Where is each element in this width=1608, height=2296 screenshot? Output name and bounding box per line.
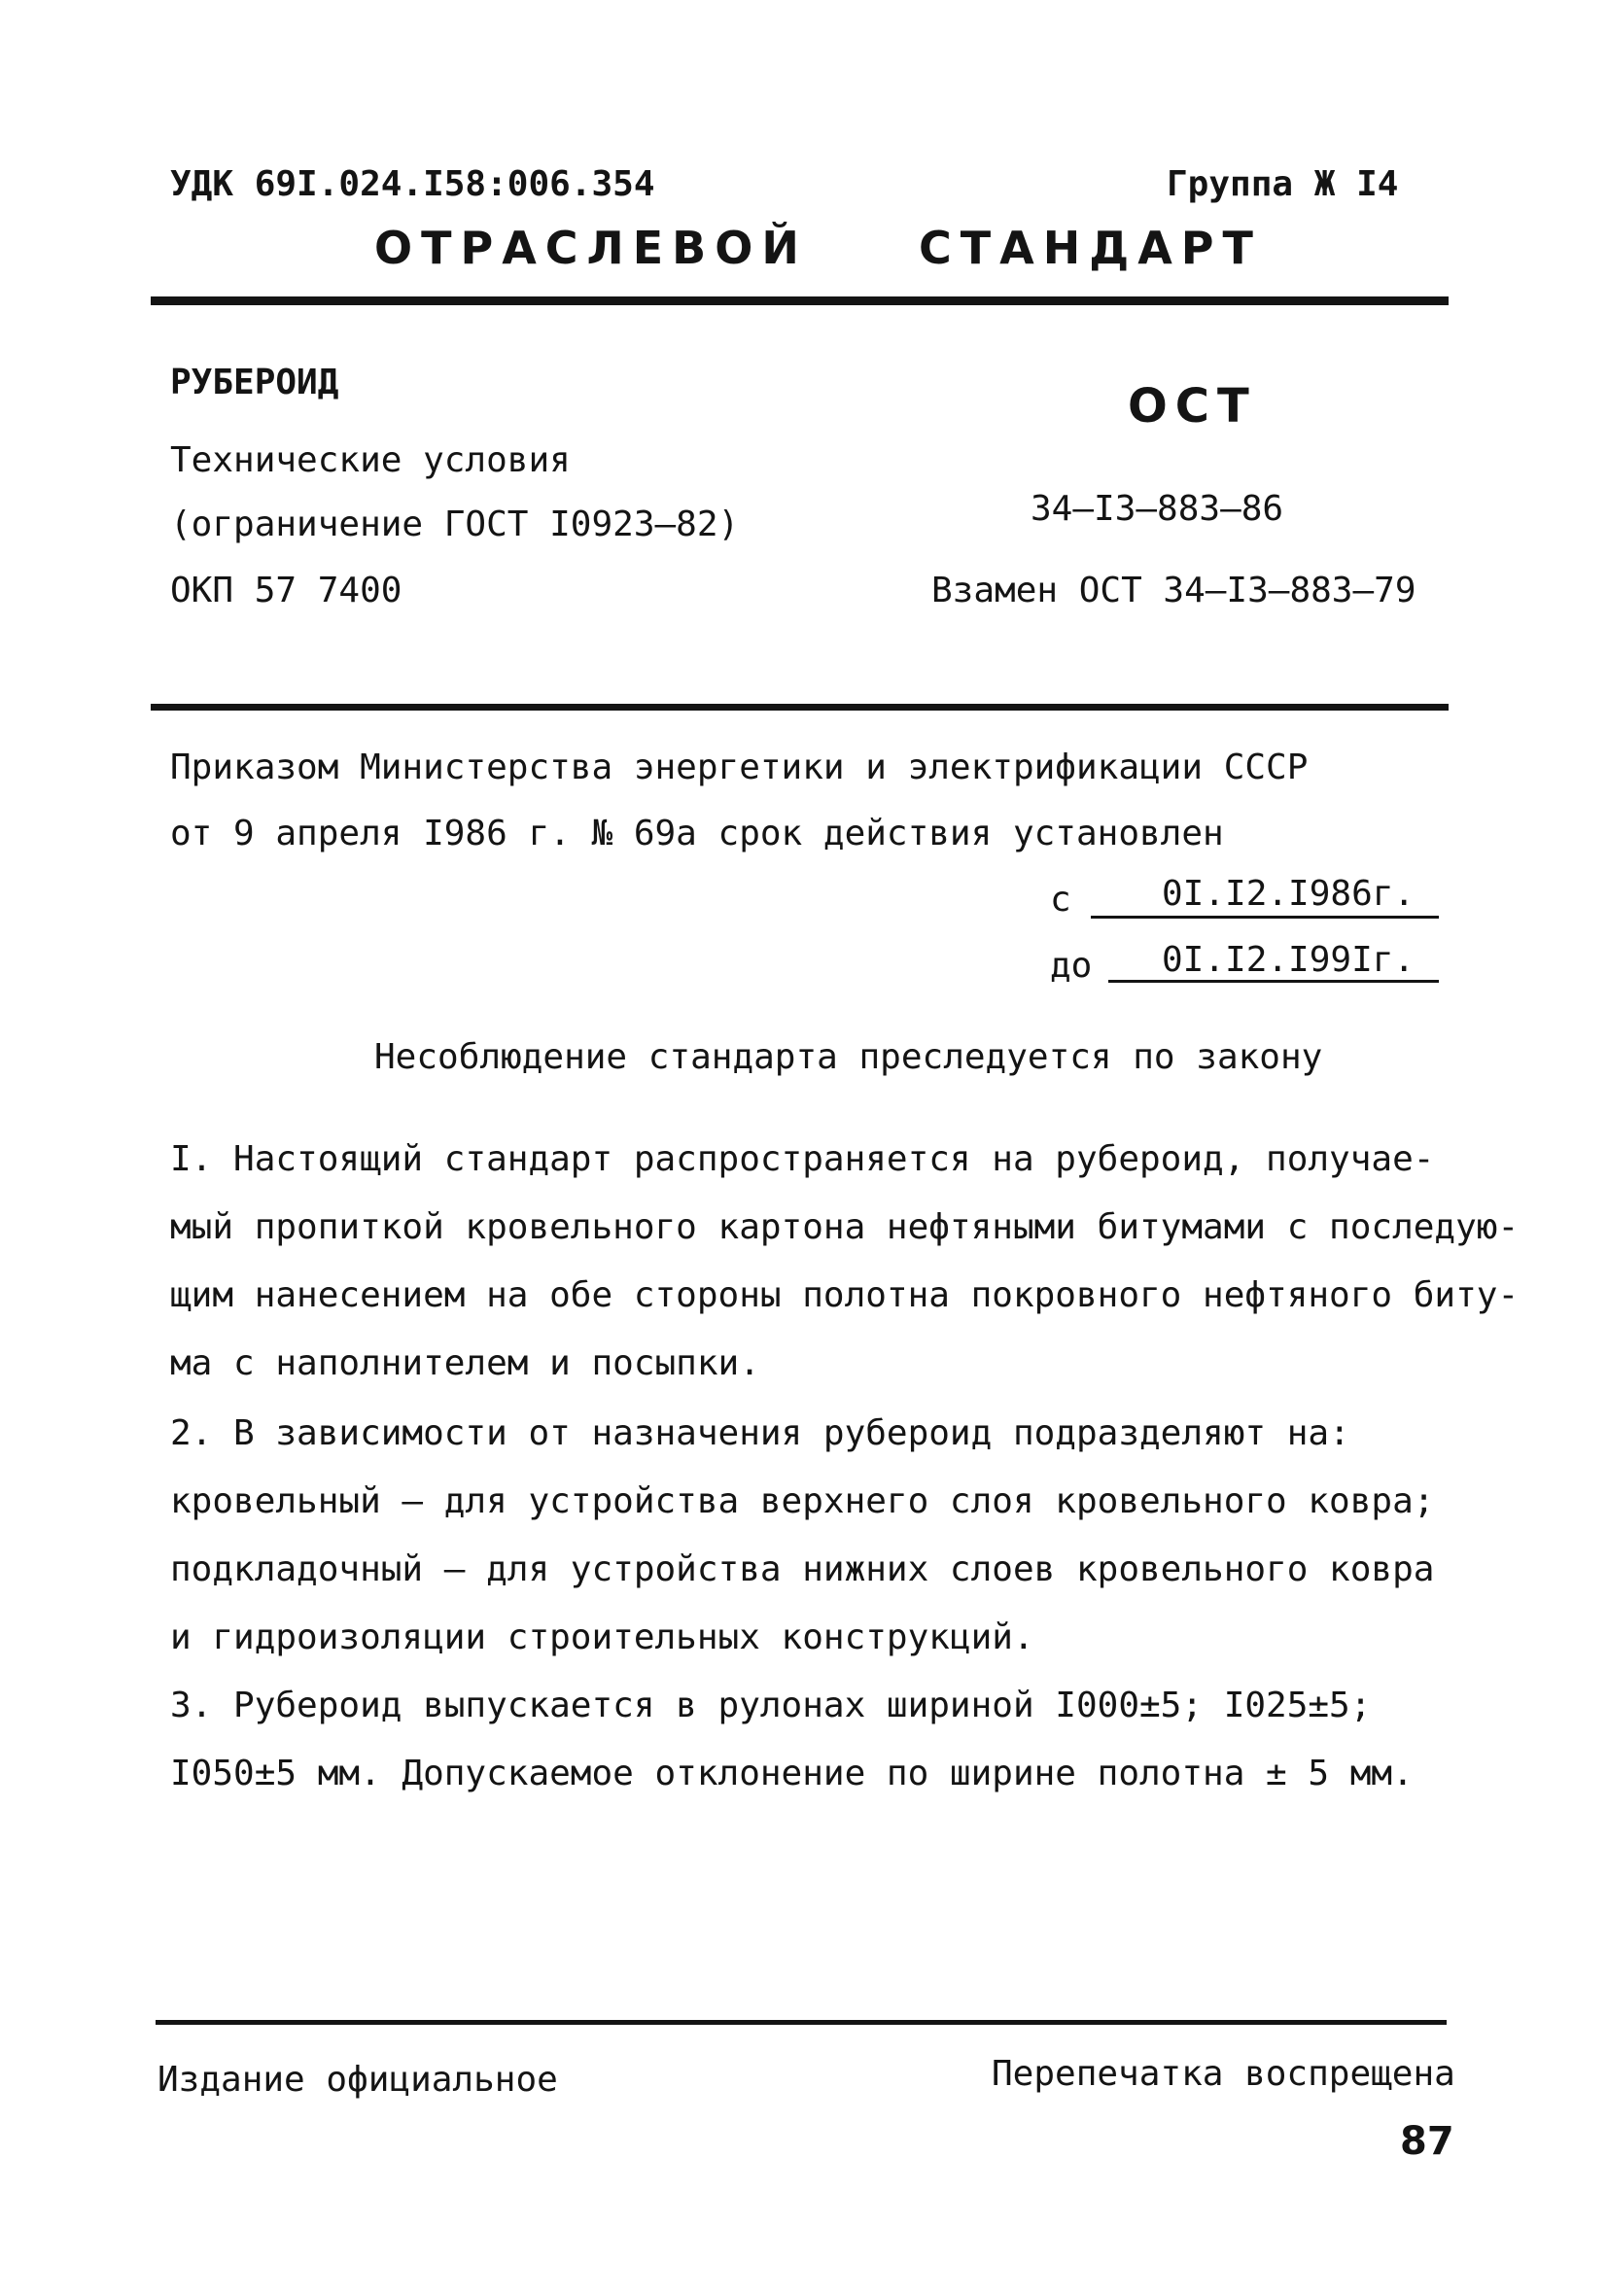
validity-from-underline (1091, 916, 1439, 919)
paragraph-2-line: и гидроизоляции строительных конструкций. (170, 1618, 1034, 1657)
group-code: Группа Ж I4 (1167, 164, 1399, 204)
paragraph-1 (170, 1126, 1519, 1398)
section-rule (151, 704, 1449, 711)
paragraph-2-line: кровельный – для устройства верхнего слоя кровельного ковра; (170, 1481, 1435, 1521)
okp-code: ОКП 57 7400 (170, 571, 402, 610)
edition-note: Издание официальное (157, 2060, 558, 2100)
title-left: ОТРАСЛЕВОЙ (374, 222, 808, 274)
document-subtitle: Технические условия (170, 440, 571, 480)
validity-to-underline (1108, 980, 1439, 983)
page-number: 87 (1400, 2119, 1454, 2164)
paragraph-3 (170, 1672, 1414, 1808)
validity-from-date: 0I.I2.I986г. (1162, 874, 1416, 914)
udk-code: УДК 69I.024.I58:006.354 (170, 164, 655, 204)
product-name: РУБЕРОИД (170, 363, 339, 402)
header-rule (151, 296, 1449, 305)
footer-rule (156, 2020, 1447, 2025)
replaces-note: Взамен ОСТ 34–I3–883–79 (931, 571, 1416, 610)
ost-number: 34–I3–883–86 (1031, 489, 1284, 529)
ost-label: ОСТ (1128, 379, 1257, 434)
paragraph-2-line: подкладочный – для устройства нижних слоев кровельного ковра (170, 1549, 1435, 1589)
order-line-1: Приказом Министерства энергетики и электрификации СССР (170, 748, 1309, 787)
validity-to-label: до (1050, 946, 1093, 986)
paragraph-3-line: 3. Рубероид выпускается в рулонах шириной I000±5; I025±5; (170, 1686, 1372, 1725)
paragraph-1-line: ма с наполнителем и посыпки. (170, 1343, 760, 1383)
paragraph-2 (170, 1400, 1434, 1672)
paragraph-1-line: мый пропиткой кровельного картона нефтяными битумами с последую- (170, 1207, 1520, 1247)
validity-to-date: 0I.I2.I99Iг. (1162, 940, 1416, 980)
paragraph-2-line: 2. В зависимости от назначения рубероид подразделяют на: (170, 1413, 1350, 1453)
paragraph-3-line: I050±5 мм. Допускаемое отклонение по ширине полотна ± 5 мм. (170, 1754, 1414, 1793)
title-right: СТАНДАРТ (919, 222, 1262, 274)
legal-notice: Несоблюдение стандарта преследуется по закону (374, 1037, 1323, 1077)
paragraph-1-line: щим нанесением на обе стороны полотна покровного нефтяного биту- (170, 1275, 1520, 1315)
reprint-note: Перепечатка воспрещена (992, 2054, 1455, 2094)
order-line-2: от 9 апреля I986 г. № 69а срок действия установлен (170, 814, 1224, 853)
restriction-note: (ограничение ГОСТ I0923–82) (170, 504, 740, 544)
paragraph-1-line: I. Настоящий стандарт распространяется на рубероид, получае- (170, 1139, 1435, 1179)
validity-from-label: с (1050, 880, 1071, 920)
